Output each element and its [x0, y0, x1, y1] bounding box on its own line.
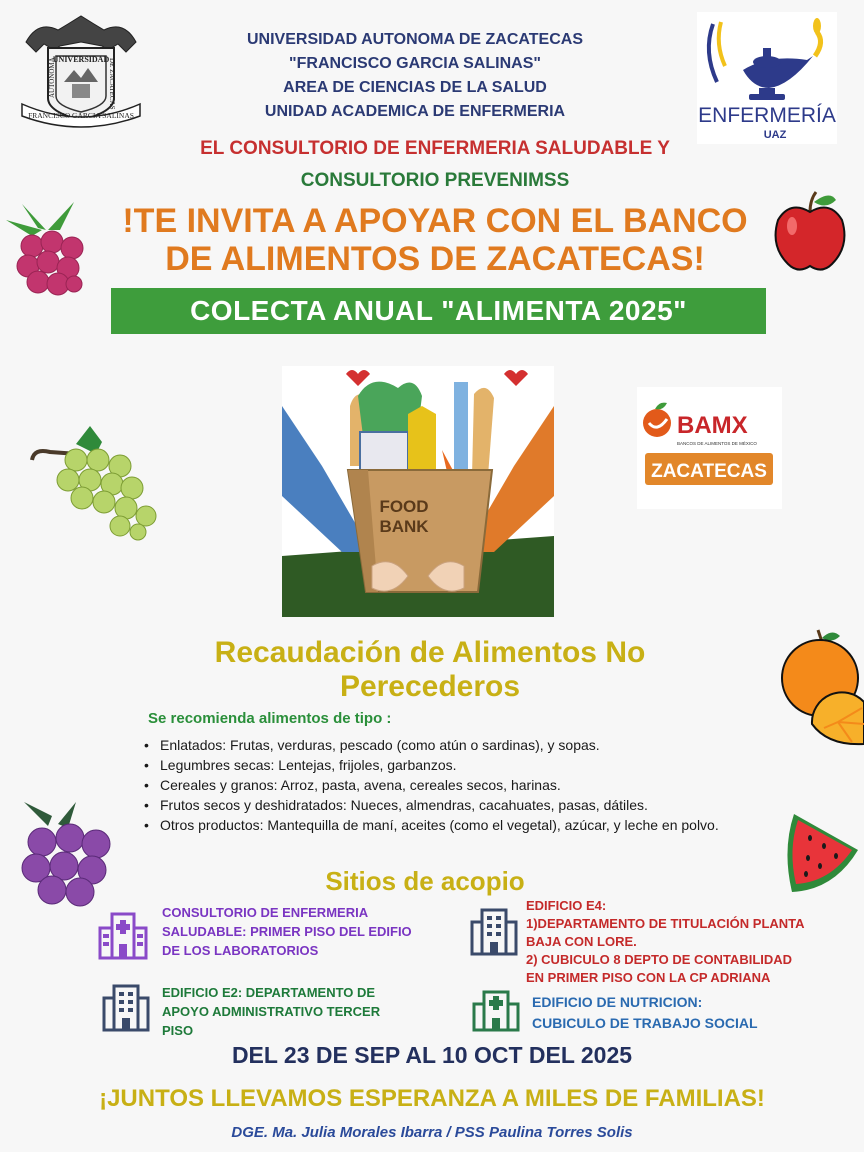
apple-icon [770, 190, 850, 274]
slogan: ¡JUNTOS LLEVAMOS ESPERANZA A MILES DE FAMILIAS! [99, 1085, 765, 1112]
collection-subtitle [120, 636, 740, 704]
invitation-heading [90, 202, 780, 278]
bag-label-line-1: FOOD [379, 497, 429, 516]
site-3-line-3: PISO [162, 1023, 194, 1038]
orange-icon [776, 626, 864, 746]
food-types-list [158, 735, 798, 835]
site-4-line-1: EDIFICIO DE NUTRICION: [532, 994, 703, 1010]
seal-text-top: UNIVERSIDAD [52, 55, 110, 64]
raspberry-icon [2, 200, 94, 300]
site-2-line-5: EN PRIMER PISO CON LA CP ADRIANA [526, 970, 771, 985]
list-item: • Frutos secos y deshidratados: Nueces, almendras, cacahuates, pasas, dátiles. [158, 795, 798, 815]
site-2-line-4: 2) CUBICULO 8 DEPTO DE CONTABILIDAD [526, 952, 793, 967]
list-item: • Legumbres secas: Lentejas, frijoles, garbanzos. [158, 755, 798, 775]
bamx-city: ZACATECAS [651, 461, 767, 482]
seal-text-left: AUTONOMA [48, 57, 56, 98]
hospital-icon [472, 988, 520, 1032]
food-bank-illustration [282, 366, 554, 617]
watermelon-icon [784, 810, 862, 896]
collection-dates: DEL 23 DE SEP AL 10 OCT DEL 2025 [231, 1042, 633, 1068]
subtitle-line-2: Perecederos [339, 670, 521, 703]
header-line-3: AREA DE CIENCIAS DE LA SALUD [283, 79, 547, 96]
university-header [180, 28, 650, 124]
clinic-line-2: CONSULTORIO PREVENIMSS [300, 170, 570, 191]
bamx-name: BAMX [677, 412, 748, 439]
seal-text-right: DE ZACATECAS [108, 58, 116, 110]
site-3-line-2: APOYO ADMINISTRATIVO TERCER [162, 1004, 381, 1019]
university-seal-logo [18, 12, 144, 128]
campaign-banner: COLECTA ANUAL "ALIMENTA 2025" [111, 288, 766, 334]
clinic-line-1: EL CONSULTORIO DE ENFERMERIA SALUDABLE Y [200, 138, 670, 159]
enfermeria-logo [697, 12, 837, 144]
site-3-line-1: EDIFICIO E2: DEPARTAMENTO DE [162, 985, 376, 1000]
site-2-line-1: EDIFICIO E4: [526, 898, 607, 913]
site-laboratorios [162, 903, 452, 960]
collection-sites-title: Sitios de acopio [325, 866, 525, 896]
enfermeria-logo-subtitle: UAZ [763, 129, 787, 141]
enfermeria-logo-title: ENFERMERÍA [698, 104, 836, 127]
recommend-label: Se recomienda alimentos de tipo : [148, 710, 392, 727]
seal-text-bottom: FRANCISCO GARCIA SALINAS [28, 111, 134, 120]
header-line-4: UNIDAD ACADEMICA DE ENFERMERIA [264, 103, 566, 120]
header-line-1: UNIVERSIDAD AUTONOMA DE ZACATECAS [246, 31, 583, 48]
invitation-line-1: !TE INVITA A APOYAR CON EL BANCO [122, 202, 748, 240]
site-4-line-2: CUBICULO DE TRABAJO SOCIAL [532, 1015, 758, 1031]
site-2-line-2: 1)DEPARTAMENTO DE TITULACIÓN PLANTA [526, 916, 805, 931]
bamx-tagline: BANCOS DE ALIMENTOS DE MÉXICO [677, 441, 757, 446]
subtitle-line-1: Recaudación de Alimentos No [214, 636, 646, 669]
purple-grapes-icon [10, 798, 118, 910]
header-line-2: "FRANCISCO GARCIA SALINAS" [289, 55, 541, 72]
site-edificio-e4 [526, 897, 826, 987]
invitation-line-2: DE ALIMENTOS DE ZACATECAS! [165, 240, 705, 278]
building-icon [102, 982, 150, 1032]
site-edificio-e2 [162, 983, 442, 1040]
credits: DGE. Ma. Julia Morales Ibarra / PSS Paulina Torres Solis [231, 1124, 633, 1141]
green-grapes-icon [28, 424, 164, 542]
list-item: • Otros productos: Mantequilla de maní, aceites (como el vegetal), azúcar, y leche en polvo. [158, 815, 738, 835]
site-nutricion [532, 992, 832, 1034]
bamx-logo [637, 387, 782, 509]
building-icon [470, 906, 518, 956]
site-1-line-2: SALUDABLE: PRIMER PISO DEL EDIFIO [162, 924, 412, 939]
site-1-line-3: DE LOS LABORATORIOS [162, 943, 319, 958]
bag-label-line-2: BANK [379, 517, 429, 536]
hospital-icon [98, 910, 148, 960]
list-item: • Enlatados: Frutas, verduras, pescado (como atún o sardinas), y sopas. [158, 735, 798, 755]
list-item: • Cereales y granos: Arroz, pasta, avena, cereales secos, harinas. [158, 775, 798, 795]
site-1-line-1: CONSULTORIO DE ENFERMERIA [162, 905, 369, 920]
site-2-line-3: BAJA CON LORE. [526, 934, 637, 949]
